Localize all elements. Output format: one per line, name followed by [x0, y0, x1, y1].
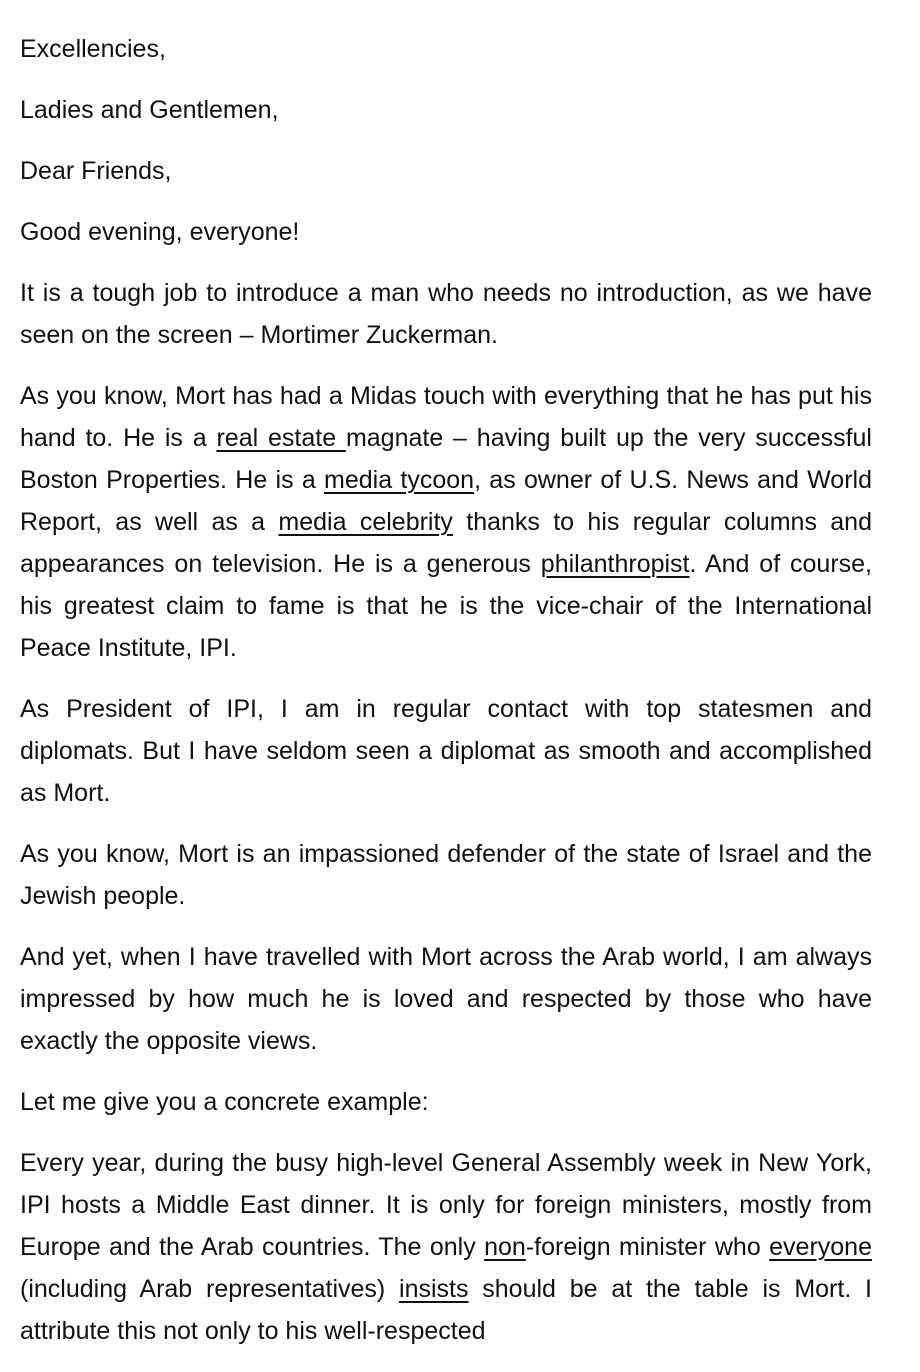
text-span: As you know, Mort has had a Midas touch with everything that he has put his hand to. He is a — [20, 382, 872, 452]
underlined-media-tycoon: media tycoon — [324, 466, 475, 494]
text-span: Every year, during the busy high-level General Assembly week in New York, IPI hosts a Middle East dinner. It is only for foreign ministers, mostly from Europe and the Arab countries. The only — [20, 1149, 872, 1261]
paragraph-midas-touch — [20, 375, 872, 669]
paragraph-middle-east-dinner — [20, 1142, 872, 1352]
paragraph-concrete-example: Let me give you a concrete example: — [20, 1088, 429, 1116]
text-span: , as owner of U.S. News and World Report, as well as a — [20, 466, 872, 536]
text-span: should be at the table is Mort. I attribute this not only to his well-respected — [20, 1275, 872, 1345]
salutation-dear-friends: Dear Friends, — [20, 157, 172, 185]
text-span: (including Arab representatives) — [20, 1275, 400, 1303]
underlined-non: non — [484, 1233, 526, 1261]
salutation-excellencies: Excellencies, — [20, 35, 166, 63]
paragraph-introduction: It is a tough job to introduce a man who needs no introduction, as we have seen on the screen – Mortimer Zuckerman. — [20, 279, 872, 349]
text-span: magnate – having built up the very successful Boston Properties. He is a — [20, 424, 872, 494]
underlined-insists: insists — [399, 1275, 469, 1303]
underlined-real-estate: real estate — [216, 424, 346, 452]
underlined-philanthropist: philanthropist — [540, 550, 690, 578]
underlined-everyone: everyone — [769, 1233, 872, 1261]
salutation-ladies-gentlemen: Ladies and Gentlemen, — [20, 96, 279, 124]
text-span: thanks to his regular columns and appearances on television. He is a generous — [20, 508, 872, 578]
text-span: . And of course, his greatest claim to fame is that he is the vice-chair of the International Peace Institute, IPI. — [20, 550, 873, 662]
underlined-media-celebrity: media celebrity — [278, 508, 453, 536]
greeting-good-evening: Good evening, everyone! — [20, 218, 300, 246]
paragraph-arab-world: And yet, when I have travelled with Mort across the Arab world, I am always impressed by how much he is loved and respected by those who have exactly the opposite views. — [20, 943, 872, 1055]
text-span: -foreign minister who — [525, 1233, 770, 1261]
paragraph-defender-israel: As you know, Mort is an impassioned defender of the state of Israel and the Jewish people. — [20, 840, 872, 910]
paragraph-president-ipi: As President of IPI, I am in regular contact with top statesmen and diplomats. But I have seldom seen a diplomat as smooth and accomplished as Mort. — [20, 695, 872, 807]
